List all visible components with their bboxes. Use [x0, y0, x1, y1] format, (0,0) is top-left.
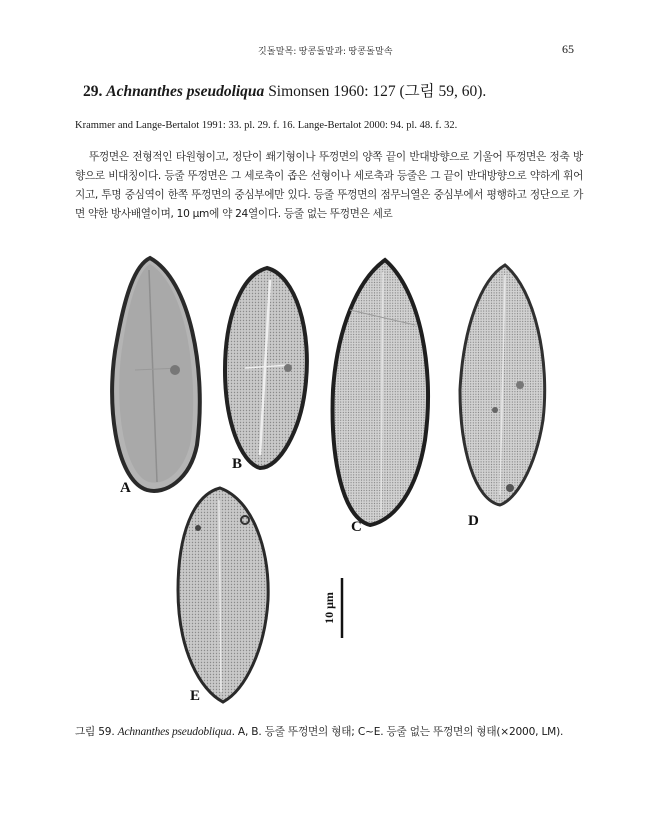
caption-prefix: 그림 59. [75, 726, 115, 738]
diatom-panel-d [460, 265, 545, 505]
caption-species: Achnanthes pseudobliqua [117, 726, 232, 738]
references: Krammer and Lange-Bertalot 1991: 33. pl. 29. f. 16. Lange-Bertalot 2000: 94. pl. 48. f. 32. [75, 120, 458, 131]
diatom-panel-c [333, 260, 428, 525]
scale-bar-label: 10 μm [322, 592, 336, 624]
figure-59 [95, 250, 565, 710]
panel-label-d: D [468, 513, 479, 529]
species-title [83, 79, 486, 101]
species-authority: Simonsen 1960: 127 (그림 59, 60). [268, 83, 487, 100]
diatom-panel-e [178, 488, 268, 702]
diatom-micrographs [95, 250, 565, 710]
description-paragraph: 뚜껑면은 전형적인 타원형이고, 정단이 쐐기형이나 뚜껑면의 양쪽 끝이 반대방향으로 기울어 뚜껑면은 정축 방향으로 비대칭이다. 등줄 뚜껑면은 그 세로축이 좁은 선형이나 세로축과 등줄은 그 끝이 반대방향으로 약하게 휘어지고, 투명 중심역이 한쪽 뚜껑면의 중심부에만 있다. 등줄 뚜껑면의 점무늬열은 중심부에서 평행하고 정단으로 가면 약한 방사배열이며, 10 μm에 약 24열이다. 등줄 없는 뚜껑면은 세로 [75, 151, 583, 220]
entry-number: 29. [83, 83, 103, 100]
panel-label-a: A [120, 480, 131, 496]
panel-label-b: B [232, 456, 243, 472]
panel-label-c: C [351, 519, 362, 535]
caption-text: . A, B. 등줄 뚜껑면의 형태; C~E. 등줄 없는 뚜껑면의 형태(×2000, LM). [231, 726, 564, 738]
species-name: Achnanthes pseudoliqua [106, 83, 265, 100]
diatom-panel-b [225, 268, 307, 468]
running-head: 깃돌말목: 땅콩돌말과: 땅콩돌말속 [258, 46, 393, 56]
figure-caption [75, 723, 585, 742]
page-number: 65 [562, 42, 574, 56]
panel-label-e: E [190, 688, 201, 704]
diatom-panel-a [112, 258, 200, 491]
